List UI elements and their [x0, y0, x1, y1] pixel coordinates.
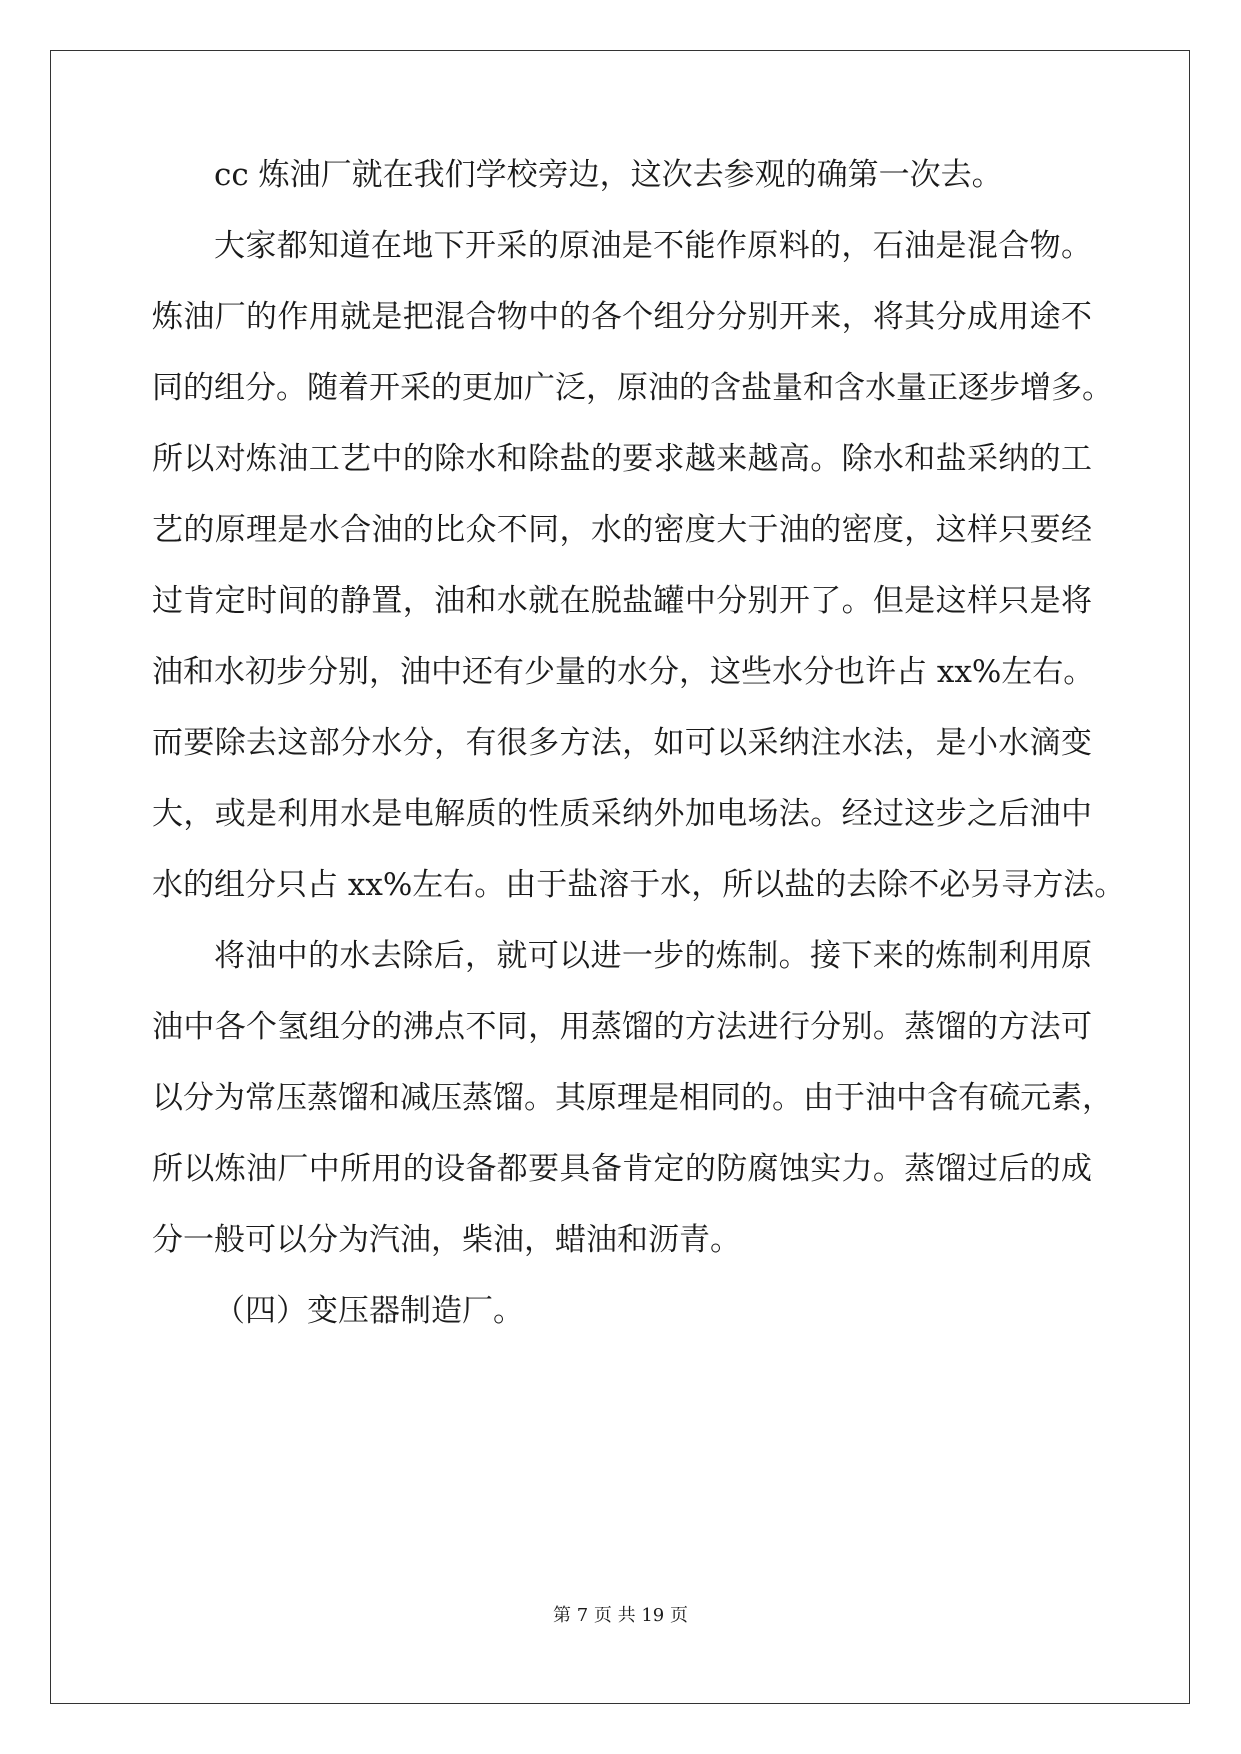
- paragraph-line: cc 炼油厂就在我们学校旁边，这次去参观的确第一次去。: [214, 157, 1003, 193]
- paragraph-line: 水的组分只占 xx%左右。由于盐溶于水，所以盐的去除不必另寻方法。: [152, 867, 1126, 903]
- paragraph-line: 所以炼油厂中所用的设备都要具备肯定的防腐蚀实力。蒸馏过后的成: [152, 1151, 1092, 1187]
- paragraph-line: 艺的原理是水合油的比众不同，水的密度大于油的密度，这样只要经: [152, 512, 1092, 548]
- paragraph-line: 炼油厂的作用就是把混合物中的各个组分分别开来，将其分成用途不: [152, 299, 1092, 335]
- paragraph-line: 将油中的水去除后，就可以进一步的炼制。接下来的炼制利用原: [214, 938, 1092, 974]
- paragraph-line: 以分为常压蒸馏和减压蒸馏。其原理是相同的。由于油中含有硫元素，: [152, 1080, 1113, 1116]
- paragraph-line: 油中各个氢组分的沸点不同，用蒸馏的方法进行分别。蒸馏的方法可: [152, 1009, 1092, 1045]
- paragraph-line: 所以对炼油工艺中的除水和除盐的要求越来越高。除水和盐采纳的工: [152, 441, 1092, 477]
- paragraph-line: 而要除去这部分水分，有很多方法，如可以采纳注水法，是小水滴变: [152, 725, 1092, 761]
- paragraph-line: 大，或是利用水是电解质的性质采纳外加电场法。经过这步之后油中: [152, 796, 1092, 832]
- paragraph-line: 过肯定时间的静置，油和水就在脱盐罐中分别开了。但是这样只是将: [152, 583, 1092, 619]
- paragraph-line: 同的组分。随着开采的更加广泛，原油的含盐量和含水量正逐步增多。: [152, 370, 1113, 406]
- page-number: 第 7 页 共 19 页: [553, 1605, 688, 1626]
- section-heading: （四）变压器制造厂。: [214, 1293, 524, 1329]
- paragraph-line: 油和水初步分别，油中还有少量的水分，这些水分也许占 xx%左右。: [152, 654, 1095, 690]
- paragraph-line: 分一般可以分为汽油，柴油，蜡油和沥青。: [152, 1222, 741, 1258]
- paragraph-line: 大家都知道在地下开采的原油是不能作原料的，石油是混合物。: [214, 228, 1092, 264]
